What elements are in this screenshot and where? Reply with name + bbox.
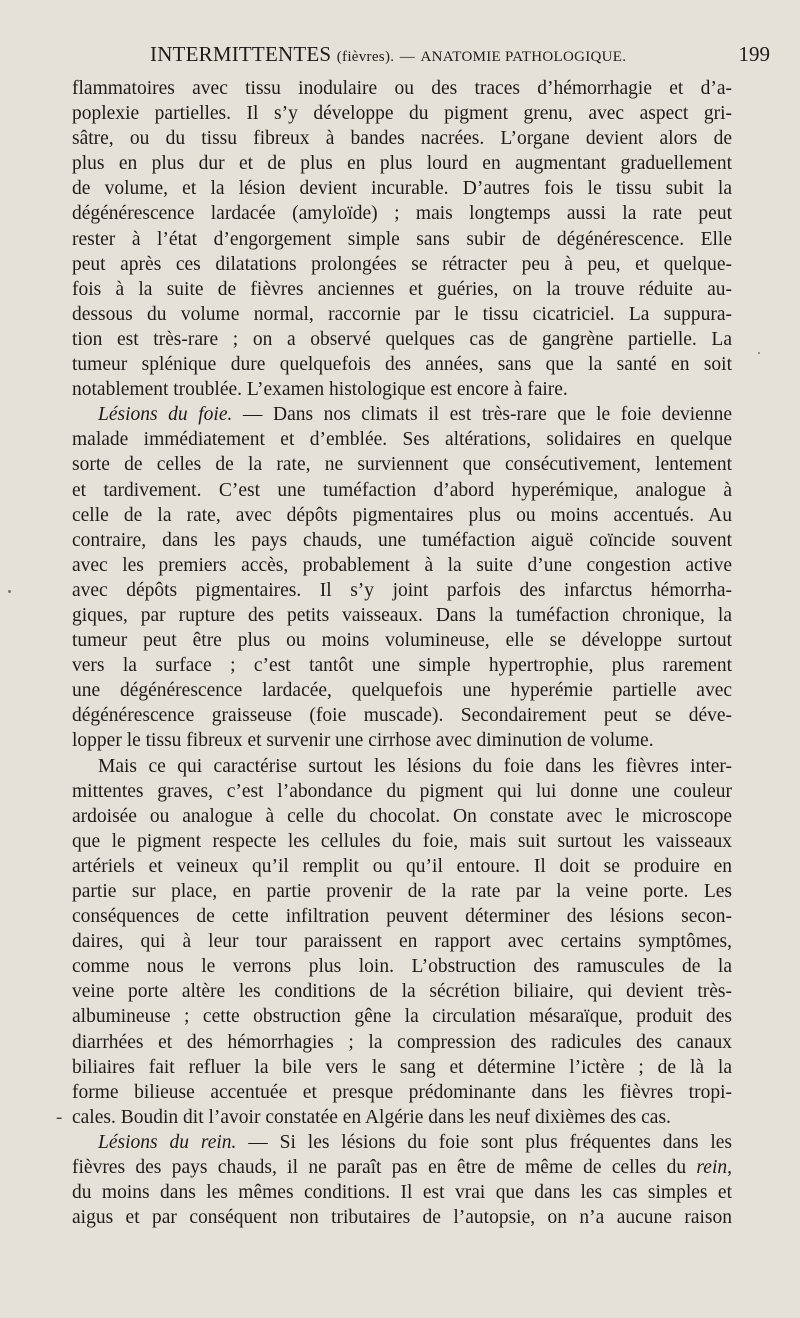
text-line bbox=[72, 302, 732, 327]
text-line bbox=[72, 427, 732, 452]
line-text: mittentes graves, c’est l’abondance du pigment qui lui donne une couleur bbox=[72, 780, 732, 802]
paper-speck bbox=[8, 590, 11, 593]
line-text: cales. Boudin dit l’avoir constatée en Algérie dans les neuf dixièmes des cas. bbox=[72, 1106, 671, 1128]
text-line bbox=[72, 76, 732, 101]
line-text: diarrhées et des hémorrhagies ; la compression des radicules des canaux bbox=[72, 1031, 732, 1053]
line-text: artériels et veineux qu’il remplit ou qu’il entoure. Il doit se produire en bbox=[72, 855, 732, 877]
text-line bbox=[72, 728, 732, 753]
text-line bbox=[72, 1105, 732, 1130]
line-text: giques, par rupture des petits vaisseaux. Dans la tuméfaction chronique, la bbox=[72, 604, 732, 626]
line-text: Mais ce qui caractérise surtout les lésions du foie dans les fièvres inter- bbox=[98, 755, 732, 777]
text-line bbox=[72, 703, 732, 728]
line-text: dégénérescence lardacée (amyloïde) ; mais longtemps aussi la rate peut bbox=[72, 203, 732, 225]
text-line bbox=[72, 578, 732, 603]
line-text: fièvres des pays chauds, il ne paraît pas en être de même de celles du bbox=[72, 1157, 697, 1179]
text-line bbox=[72, 628, 732, 653]
line-text: tion est très-rare ; on a observé quelques cas de gangrène partielle. La bbox=[72, 328, 732, 350]
line-text: notablement troublée. L’examen histologique est encore à faire. bbox=[72, 379, 568, 401]
text-line bbox=[72, 678, 732, 703]
line-text: biliaires fait refluer la bile vers le sang et détermine l’ictère ; de là la bbox=[72, 1056, 732, 1078]
line-text: daires, qui à leur tour paraissent en rapport avec certains symptômes, bbox=[72, 931, 732, 953]
text-line bbox=[72, 101, 732, 126]
line-text: forme bilieuse accentuée et presque prédominante dans les fièvres tropi- bbox=[72, 1081, 732, 1103]
text-line bbox=[72, 201, 732, 226]
running-head-main: INTERMITTENTES bbox=[150, 42, 332, 66]
line-text: vers la surface ; c’est tantôt une simple hypertrophie, plus rarement bbox=[72, 655, 732, 677]
text-line bbox=[72, 1130, 732, 1155]
line-text: veine porte altère les conditions de la sécrétion biliaire, qui devient très- bbox=[72, 981, 732, 1003]
text-line bbox=[72, 126, 732, 151]
body-text bbox=[72, 76, 732, 1230]
running-head-title bbox=[150, 42, 626, 67]
text-line bbox=[72, 553, 732, 578]
line-text: avec les premiers accès, probablement à la suite d’une congestion active bbox=[72, 554, 732, 576]
text-line bbox=[72, 929, 732, 954]
text-line bbox=[72, 352, 732, 377]
line-text: tumeur peut être plus ou moins volumineuse, elle se développe surtout bbox=[72, 630, 732, 652]
running-head-section: ANATOMIE PATHOLOGIQUE. bbox=[420, 49, 627, 65]
text-line bbox=[72, 1205, 732, 1230]
text-line bbox=[72, 829, 732, 854]
text-line bbox=[72, 1080, 732, 1105]
line-text: sâtre, ou du tissu fibreux à bandes nacrées. L’organe devient alors de bbox=[72, 128, 732, 150]
line-text: flammatoires avec tissu inodulaire ou des traces d’hémorrhagie et d’a- bbox=[72, 78, 732, 99]
text-line bbox=[72, 779, 732, 804]
line-text: poplexie partielles. Il s’y développe du pigment grenu, avec aspect gri- bbox=[72, 103, 732, 125]
line-text: celle de la rate, avec dépôts pigmentaires plus ou moins accentués. Au bbox=[72, 504, 732, 526]
line-text: lopper le tissu fibreux et survenir une cirrhose avec diminution de volume. bbox=[72, 730, 654, 752]
line-text: que le pigment respecte les cellules du foie, mais suit surtout les vaisseaux bbox=[72, 830, 732, 852]
text-line bbox=[72, 904, 732, 929]
line-text: rester à l’état d’engorgement simple sans subir de dégénérescence. Elle bbox=[72, 228, 732, 250]
running-head-paren: (fièvres). bbox=[336, 49, 395, 65]
line-text-tail: , bbox=[727, 1157, 732, 1179]
line-text: tumeur splénique dure quelquefois des années, sans que la santé en soit bbox=[72, 354, 732, 376]
italic-term: rein bbox=[696, 1157, 728, 1179]
line-text: une dégénérescence lardacée, quelquefois une hyperémie partielle avec bbox=[72, 680, 732, 702]
page-number: 199 bbox=[738, 42, 770, 66]
running-head-dash: — bbox=[399, 49, 416, 65]
line-text: dessous du volume normal, raccornie par le tissu cicatriciel. La suppura- bbox=[72, 303, 732, 325]
text-line bbox=[72, 151, 732, 176]
text-line bbox=[72, 603, 732, 628]
running-head bbox=[0, 42, 800, 72]
line-text: sorte de celles de la rate, ne surviennent que consécutivement, lentement bbox=[72, 454, 732, 476]
text-line bbox=[72, 979, 732, 1004]
text-line bbox=[72, 478, 732, 503]
line-text: malade immédiatement et d’emblée. Ses altérations, solidaires en quelque bbox=[72, 429, 732, 451]
text-line bbox=[72, 327, 732, 352]
text-line bbox=[72, 176, 732, 201]
text-line bbox=[72, 227, 732, 252]
section-heading: Lésions du rein. bbox=[98, 1131, 237, 1153]
text-line bbox=[72, 1004, 732, 1029]
text-line bbox=[72, 452, 732, 477]
text-line bbox=[72, 1030, 732, 1055]
line-text: ardoisée ou analogue à celle du chocolat. On constate avec le microscope bbox=[72, 805, 732, 827]
line-text: contraire, dans les pays chauds, une tuméfaction aiguë coïncide souvent bbox=[72, 529, 732, 551]
text-line bbox=[72, 1055, 732, 1080]
text-line bbox=[72, 804, 732, 829]
paper-speck bbox=[758, 352, 760, 354]
line-text: plus en plus dur et de plus en plus lourd en augmentant graduellement bbox=[72, 153, 732, 175]
margin-mark: - bbox=[56, 1107, 63, 1128]
line-text: peut après ces dilatations prolongées se rétracter peu à peu, et quelque- bbox=[72, 253, 732, 275]
line-text: fois à la suite de fièvres anciennes et guéries, on la trouve réduite au- bbox=[72, 278, 732, 300]
text-line bbox=[72, 1155, 732, 1180]
line-text: — Dans nos climats il est très-rare que le foie devienne bbox=[232, 404, 732, 426]
line-text: et tardivement. C’est une tuméfaction d’abord hyperémique, analogue à bbox=[72, 479, 732, 501]
line-text: de volume, et la lésion devient incurable. D’autres fois le tissu subit la bbox=[72, 178, 732, 200]
line-text: dégénérescence graisseuse (foie muscade). Secondairement peut se déve- bbox=[72, 705, 732, 727]
line-text: — Si les lésions du foie sont plus fréquentes dans les bbox=[236, 1131, 732, 1153]
text-line bbox=[72, 277, 732, 302]
text-line bbox=[72, 528, 732, 553]
line-text: avec dépôts pigmentaires. Il s’y joint parfois des infarctus hémorrha- bbox=[72, 579, 732, 601]
line-text: conséquences de cette infiltration peuvent déterminer des lésions secon- bbox=[72, 906, 732, 928]
text-line bbox=[72, 503, 732, 528]
text-line bbox=[72, 954, 732, 979]
line-text: partie sur place, en partie provenir de la rate par la veine porte. Les bbox=[72, 881, 732, 902]
section-heading: Lésions du foie. bbox=[98, 404, 233, 426]
text-line bbox=[72, 252, 732, 277]
text-line bbox=[72, 653, 732, 678]
text-line bbox=[72, 754, 732, 779]
text-line bbox=[72, 854, 732, 879]
text-line bbox=[72, 402, 732, 427]
line-text: aigus et par conséquent non tributaires de l’autopsie, on n’a aucune raison bbox=[72, 1207, 732, 1229]
text-line bbox=[72, 377, 732, 402]
text-line bbox=[72, 879, 732, 904]
text-line bbox=[72, 1180, 732, 1205]
line-text: comme nous le verrons plus loin. L’obstruction des ramuscules de la bbox=[72, 956, 732, 978]
line-text: albumineuse ; cette obstruction gêne la circulation mésaraïque, produit des bbox=[72, 1006, 732, 1028]
line-text: du moins dans les mêmes conditions. Il est vrai que dans les cas simples et bbox=[72, 1182, 732, 1204]
